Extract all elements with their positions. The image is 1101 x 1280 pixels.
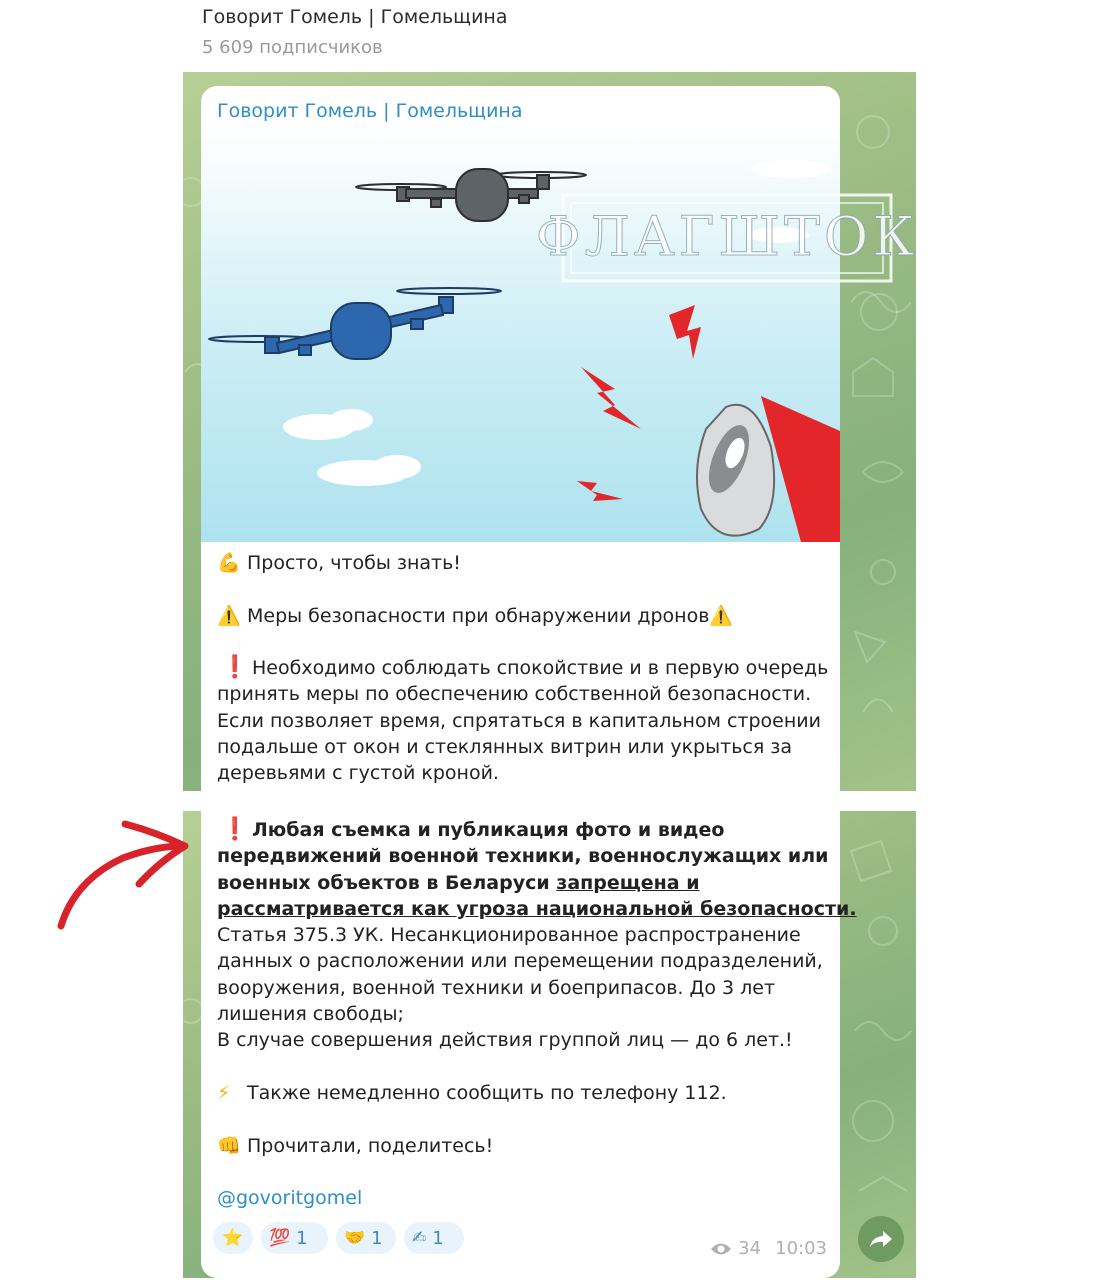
svg-text:ФЛАГШТОК: ФЛАГШТОК [535,205,919,268]
reaction-count: 1 [432,1227,444,1249]
fist-emoji-icon: 👊 [217,1134,241,1157]
text-line: В случае совершения действия группой лиц — до 6 лет.! [217,1029,793,1052]
text-line-heading: ⚠️ Меры безопасности при обнаружении дронов⚠️ [217,603,827,629]
text-line-empty [217,1054,827,1080]
text-line: вооружения, военной техники и боеприпасов. До 3 лет [217,976,776,999]
subscriber-count: 5 609 подписчиков [202,37,383,58]
view-count: 34 [738,1238,762,1259]
message-text-part2 [217,817,857,1211]
red-annotation-arrow-icon [55,818,195,930]
message-meta [710,1238,827,1259]
text-line: принять меры по обеспечению собственной безопасности. [217,683,812,706]
text-line-call: ⚡ Также немедленно сообщить по телефону 112. [217,1080,827,1106]
reaction-count: 1 [296,1227,308,1249]
message-bubble-part1 [201,86,919,791]
post-image-drones[interactable] [201,131,919,542]
lightning-emoji-icon: ⚡ [217,1081,231,1104]
text-line: данных о расположении или перемещении подразделений, [217,950,823,973]
reaction-handshake[interactable] [336,1222,396,1254]
text-line-empty [217,1159,827,1185]
flexed-bicep-emoji-icon: 💪 [217,552,241,574]
text-line-empty [217,1106,827,1132]
reaction-hundred[interactable] [261,1222,328,1254]
text-line: Статья 375.3 УК. Несанкционированное распространение [217,924,801,947]
message-time: 10:03 [775,1238,827,1259]
chat-background-bottom [183,811,916,1278]
chat-background-top [183,72,919,791]
hundred-points-icon: 💯 [269,1228,291,1248]
text-line-bold: ❗ Любая съемка и публикация фото и видео [217,817,827,843]
exclamation-emoji-icon: ❗ [221,817,249,842]
warning-emoji-icon: ⚠️ [217,604,241,627]
text-line-share: 👊 Прочитали, поделитесь! [217,1133,827,1159]
star-icon: ⭐ [222,1228,244,1248]
eye-icon [710,1242,732,1256]
text-line-empty [217,629,827,655]
text-line-underlined: рассматривается как угроза национальной безопасности. [217,897,857,920]
text-line: деревьями с густой кроной. [217,762,499,785]
text-line-empty [217,576,827,602]
message-text-part1 [217,550,827,787]
handshake-icon: 🤝 [344,1228,366,1248]
text-line-bold: передвижений военной техники, военнослужащих или [217,845,829,868]
text-line-intro: 💪 Просто, чтобы знать! [217,550,827,576]
warning-emoji-icon: ⚠️ [709,604,734,627]
text-line-bold: военных объектов в Беларуси запрещена и [217,871,700,894]
channel-title[interactable]: Говорит Гомель | Гомельщина [202,6,508,28]
reaction-star[interactable] [213,1222,253,1254]
share-button[interactable] [858,1216,904,1262]
message-bubble-part2 [201,811,857,1278]
text-line: лишения свободы; [217,1003,404,1026]
text-line: подальше от окон и стеклянных витрин или укрыться за [217,736,793,759]
writing-hand-icon: ✍ [412,1228,427,1248]
reaction-count: 1 [371,1227,383,1249]
channel-handle-link[interactable]: @govoritgomel [217,1187,363,1210]
text-line: ❗ Необходимо соблюдать спокойствие и в первую очередь [217,655,827,681]
exclamation-emoji-icon: ❗ [221,655,249,681]
share-arrow-icon [869,1229,893,1249]
text-line: Если позволяет время, спрятаться в капитальном строении [217,709,821,732]
message-sender-name[interactable]: Говорит Гомель | Гомельщина [217,100,523,122]
reaction-writing-hand[interactable] [404,1222,464,1254]
